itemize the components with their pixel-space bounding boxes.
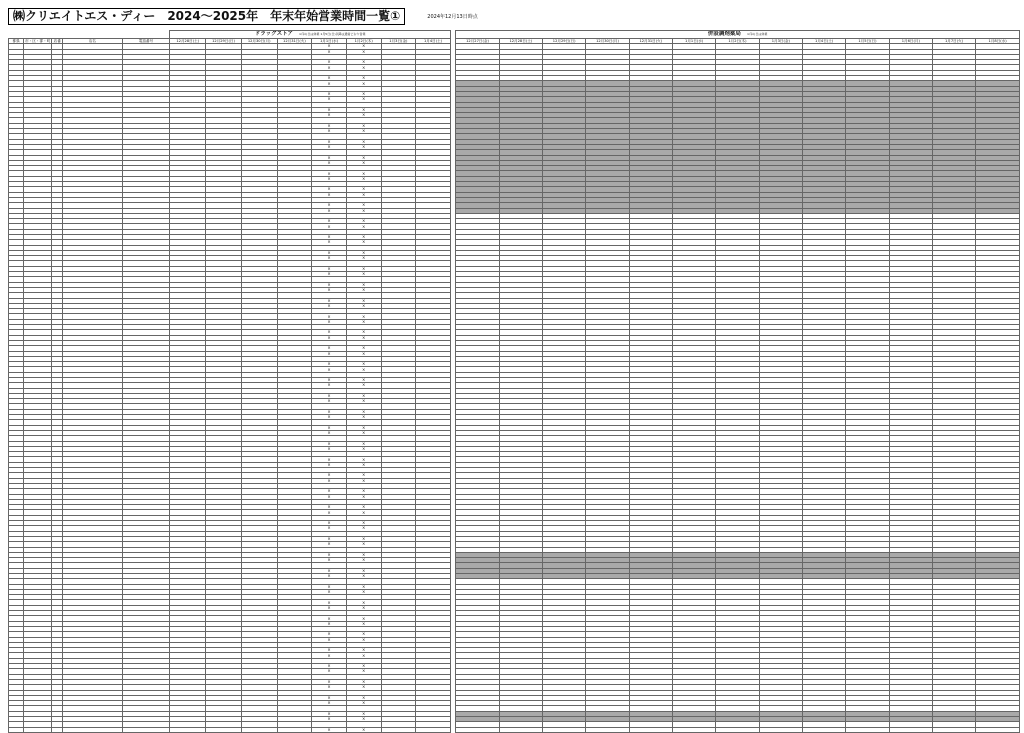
table-cell: × bbox=[312, 462, 347, 467]
table-cell: × bbox=[312, 383, 347, 388]
table-cell: × bbox=[346, 669, 381, 674]
table-cell: × bbox=[312, 441, 347, 446]
table-cell: × bbox=[346, 76, 381, 81]
table-cell: × bbox=[346, 648, 381, 653]
table-cell bbox=[499, 727, 542, 732]
table-cell: × bbox=[312, 632, 347, 637]
table-cell: × bbox=[312, 303, 347, 308]
table-cell: × bbox=[346, 91, 381, 96]
table-cell: × bbox=[312, 478, 347, 483]
table-cell: × bbox=[312, 176, 347, 181]
table-cell: × bbox=[312, 621, 347, 626]
table-cell: × bbox=[312, 272, 347, 277]
table-cell: × bbox=[346, 192, 381, 197]
table-cell: × bbox=[346, 113, 381, 118]
table-cell: × bbox=[346, 521, 381, 526]
pharm-date-header: 1月7日(火) bbox=[932, 39, 975, 44]
table-cell: × bbox=[312, 409, 347, 414]
as-of-date: 2024年12月13日時点 bbox=[427, 13, 478, 20]
table-cell: × bbox=[346, 457, 381, 462]
table-cell bbox=[63, 727, 123, 732]
pharm-date-header: 12月29日(日) bbox=[542, 39, 585, 44]
table-cell: × bbox=[346, 489, 381, 494]
table-cell: × bbox=[346, 430, 381, 435]
pharm-date-header: 1月8日(水) bbox=[976, 39, 1020, 44]
table-cell: × bbox=[346, 605, 381, 610]
table-cell: × bbox=[312, 49, 347, 54]
table-cell: × bbox=[346, 589, 381, 594]
table-cell: × bbox=[312, 446, 347, 451]
table-cell bbox=[206, 727, 242, 732]
table-cell: × bbox=[346, 701, 381, 706]
table-cell: × bbox=[312, 568, 347, 573]
table-cell: × bbox=[346, 558, 381, 563]
table-cell: × bbox=[312, 378, 347, 383]
col-store-name: 店名 bbox=[63, 39, 123, 44]
table-cell: × bbox=[346, 711, 381, 716]
col-phone: 電話番号 bbox=[122, 39, 170, 44]
table-cell: × bbox=[312, 129, 347, 134]
table-cell: × bbox=[346, 208, 381, 213]
table-cell: × bbox=[346, 621, 381, 626]
table-cell: × bbox=[346, 250, 381, 255]
table-cell: × bbox=[346, 171, 381, 176]
table-cell: × bbox=[312, 335, 347, 340]
table-cell: × bbox=[312, 91, 347, 96]
table-cell bbox=[846, 727, 889, 732]
table-cell: × bbox=[312, 415, 347, 420]
table-cell: × bbox=[346, 727, 381, 732]
table-cell: × bbox=[312, 489, 347, 494]
table-cell bbox=[586, 727, 629, 732]
table-cell: × bbox=[346, 473, 381, 478]
col-city: 市・区・郡・町 bbox=[25, 39, 51, 44]
table-cell: × bbox=[346, 97, 381, 102]
table-row bbox=[9, 727, 1020, 732]
table-cell: × bbox=[346, 632, 381, 637]
table-cell: × bbox=[346, 446, 381, 451]
table-cell: × bbox=[346, 219, 381, 224]
table-cell: × bbox=[346, 383, 381, 388]
table-cell: × bbox=[346, 176, 381, 181]
table-cell: × bbox=[312, 65, 347, 70]
table-cell: × bbox=[312, 695, 347, 700]
table-cell: × bbox=[346, 526, 381, 531]
table-cell: × bbox=[346, 314, 381, 319]
table-cell: × bbox=[346, 415, 381, 420]
table-cell: × bbox=[346, 256, 381, 261]
table-cell: × bbox=[312, 510, 347, 515]
table-cell: × bbox=[312, 330, 347, 335]
table-cell: × bbox=[312, 521, 347, 526]
table-cell: × bbox=[312, 457, 347, 462]
table-cell bbox=[759, 727, 802, 732]
table-cell: × bbox=[346, 203, 381, 208]
table-cell: × bbox=[312, 679, 347, 684]
drug-date-header: 12月29日(日) bbox=[206, 39, 242, 44]
table-cell: × bbox=[312, 711, 347, 716]
table-cell: × bbox=[312, 701, 347, 706]
pharm-date-header: 1月3日(金) bbox=[759, 39, 802, 44]
table-cell: × bbox=[346, 494, 381, 499]
table-cell bbox=[889, 727, 932, 732]
table-cell: × bbox=[346, 399, 381, 404]
table-cell: × bbox=[346, 362, 381, 367]
table-cell: × bbox=[312, 76, 347, 81]
table-cell: × bbox=[346, 81, 381, 86]
drugstore-section-header: ドラッグストア ×印の日は休業 1月5日(日)以降は通常どおり営業 bbox=[170, 31, 451, 39]
table-cell: × bbox=[346, 351, 381, 356]
document-header bbox=[8, 8, 478, 24]
table-cell: × bbox=[312, 717, 347, 722]
table-cell: × bbox=[312, 123, 347, 128]
table-cell: × bbox=[346, 695, 381, 700]
table-cell: × bbox=[346, 685, 381, 690]
table-cell: × bbox=[346, 129, 381, 134]
table-cell: × bbox=[346, 552, 381, 557]
table-cell bbox=[716, 727, 759, 732]
table-cell: × bbox=[312, 44, 347, 49]
table-cell: × bbox=[346, 573, 381, 578]
table-cell: × bbox=[346, 303, 381, 308]
table-cell bbox=[170, 727, 206, 732]
table-cell: × bbox=[312, 250, 347, 255]
table-cell: × bbox=[346, 65, 381, 70]
table-cell: × bbox=[312, 542, 347, 547]
table-cell: × bbox=[346, 346, 381, 351]
table-cell bbox=[802, 727, 845, 732]
table-cell: × bbox=[312, 589, 347, 594]
pharm-date-header: 12月31日(火) bbox=[629, 39, 672, 44]
table-cell: × bbox=[346, 160, 381, 165]
table-cell: × bbox=[312, 234, 347, 239]
table-cell: × bbox=[312, 139, 347, 144]
drug-date-header: 12月30日(月) bbox=[241, 39, 277, 44]
drug-date-header: 1月1日(水) bbox=[312, 39, 347, 44]
pharm-date-header: 1月6日(月) bbox=[889, 39, 932, 44]
table-cell bbox=[456, 727, 499, 732]
table-cell: × bbox=[312, 224, 347, 229]
table-cell: × bbox=[312, 81, 347, 86]
pharm-date-header: 1月5日(日) bbox=[846, 39, 889, 44]
table-cell: × bbox=[312, 192, 347, 197]
table-cell: × bbox=[312, 573, 347, 578]
table-cell: × bbox=[346, 240, 381, 245]
table-cell: × bbox=[312, 653, 347, 658]
table-cell: × bbox=[346, 49, 381, 54]
table-cell: × bbox=[312, 107, 347, 112]
table-cell: × bbox=[346, 287, 381, 292]
table-cell: × bbox=[346, 584, 381, 589]
table-cell: × bbox=[346, 664, 381, 669]
table-cell: × bbox=[346, 234, 381, 239]
table-cell: × bbox=[346, 319, 381, 324]
table-cell bbox=[9, 727, 24, 732]
table-cell: × bbox=[312, 60, 347, 65]
table-cell bbox=[672, 727, 715, 732]
pharm-date-header: 1月2日(木) bbox=[716, 39, 759, 44]
table-cell: × bbox=[312, 287, 347, 292]
table-cell: × bbox=[312, 648, 347, 653]
table-cell: × bbox=[346, 653, 381, 658]
table-cell: × bbox=[312, 187, 347, 192]
table-cell: × bbox=[312, 637, 347, 642]
table-cell: × bbox=[312, 362, 347, 367]
table-cell bbox=[976, 727, 1020, 732]
drug-date-header: 1月3日(金) bbox=[381, 39, 416, 44]
pharm-date-header: 12月28日(土) bbox=[499, 39, 542, 44]
table-cell: × bbox=[312, 367, 347, 372]
drug-date-header: 1月4日(土) bbox=[416, 39, 451, 44]
table-cell: × bbox=[312, 605, 347, 610]
table-cell: × bbox=[346, 335, 381, 340]
table-cell: × bbox=[346, 542, 381, 547]
drug-date-header: 12月31日(火) bbox=[277, 39, 312, 44]
table-cell: × bbox=[346, 330, 381, 335]
table-cell: × bbox=[346, 107, 381, 112]
table-cell: × bbox=[346, 272, 381, 277]
table-cell: × bbox=[312, 664, 347, 669]
table-cell: × bbox=[312, 685, 347, 690]
table-cell bbox=[24, 727, 52, 732]
table-cell: × bbox=[346, 536, 381, 541]
table-cell: × bbox=[312, 399, 347, 404]
col-store-no: 店番 bbox=[53, 39, 61, 44]
pharm-date-header: 1月4日(土) bbox=[802, 39, 845, 44]
table-cell: × bbox=[312, 393, 347, 398]
table-cell: × bbox=[312, 526, 347, 531]
table-cell: × bbox=[346, 187, 381, 192]
table-cell: × bbox=[312, 584, 347, 589]
table-cell: × bbox=[346, 378, 381, 383]
table-cell: × bbox=[312, 727, 347, 732]
table-cell: × bbox=[312, 203, 347, 208]
table-cell: × bbox=[312, 494, 347, 499]
table-cell: × bbox=[312, 473, 347, 478]
table-cell bbox=[122, 727, 170, 732]
pharm-date-header: 12月30日(月) bbox=[586, 39, 629, 44]
table-cell: × bbox=[312, 505, 347, 510]
table-cell: × bbox=[312, 282, 347, 287]
drug-date-header: 1月2日(木) bbox=[346, 39, 381, 44]
table-cell: × bbox=[346, 298, 381, 303]
table-cell bbox=[381, 727, 416, 732]
table-cell: × bbox=[346, 60, 381, 65]
table-cell: × bbox=[346, 568, 381, 573]
table-cell: × bbox=[346, 393, 381, 398]
table-cell: × bbox=[346, 616, 381, 621]
table-cell: × bbox=[312, 351, 347, 356]
table-cell: × bbox=[312, 240, 347, 245]
table-cell: × bbox=[346, 478, 381, 483]
table-cell: × bbox=[346, 282, 381, 287]
pharm-date-header: 12月27日(金) bbox=[456, 39, 499, 44]
table-cell: × bbox=[312, 266, 347, 271]
table-cell: × bbox=[312, 219, 347, 224]
hours-table bbox=[8, 30, 1020, 733]
table-cell: × bbox=[346, 367, 381, 372]
table-cell: × bbox=[312, 208, 347, 213]
table-cell: × bbox=[312, 600, 347, 605]
document-title: ㈱クリエイトエス・ディー 2024～2025年 年末年始営業時間一覧① bbox=[8, 8, 405, 25]
table-cell: × bbox=[346, 505, 381, 510]
table-cell: × bbox=[312, 314, 347, 319]
table-cell: × bbox=[312, 160, 347, 165]
table-cell: × bbox=[346, 441, 381, 446]
table-cell: × bbox=[312, 425, 347, 430]
table-cell: × bbox=[346, 600, 381, 605]
table-cell: × bbox=[346, 44, 381, 49]
drug-date-header: 12月28日(土) bbox=[170, 39, 206, 44]
table-cell: × bbox=[312, 430, 347, 435]
table-cell: × bbox=[346, 717, 381, 722]
col-pref: 都県 bbox=[9, 39, 24, 44]
table-cell: × bbox=[312, 669, 347, 674]
table-cell bbox=[542, 727, 585, 732]
table-cell: × bbox=[346, 425, 381, 430]
table-cell: × bbox=[346, 679, 381, 684]
table-cell: × bbox=[312, 319, 347, 324]
section-header-row bbox=[9, 31, 1020, 39]
table-cell: × bbox=[346, 155, 381, 160]
table-cell: × bbox=[312, 536, 347, 541]
table-cell bbox=[241, 727, 277, 732]
table-cell bbox=[629, 727, 672, 732]
table-cell: × bbox=[312, 155, 347, 160]
table-cell bbox=[277, 727, 312, 732]
table-cell: × bbox=[346, 144, 381, 149]
table-cell: × bbox=[312, 113, 347, 118]
table-cell: × bbox=[312, 552, 347, 557]
table-cell: × bbox=[346, 637, 381, 642]
table-cell: × bbox=[346, 409, 381, 414]
table-cell: × bbox=[312, 298, 347, 303]
pharm-date-header: 1月1日(水) bbox=[672, 39, 715, 44]
table-cell: × bbox=[312, 256, 347, 261]
table-cell: × bbox=[312, 171, 347, 176]
table-cell: × bbox=[312, 144, 347, 149]
table-cell: × bbox=[346, 139, 381, 144]
table-cell bbox=[932, 727, 975, 732]
table-cell: × bbox=[346, 224, 381, 229]
hours-table-body bbox=[9, 44, 1020, 733]
table-cell: × bbox=[346, 266, 381, 271]
table-cell: × bbox=[312, 616, 347, 621]
table-cell bbox=[416, 727, 451, 732]
table-cell: × bbox=[312, 558, 347, 563]
table-cell bbox=[52, 727, 63, 732]
table-cell: × bbox=[346, 510, 381, 515]
pharmacy-section-header: 併設調剤薬局 ×印の日は休業 bbox=[456, 31, 1020, 39]
table-cell: × bbox=[346, 123, 381, 128]
table-cell: × bbox=[312, 97, 347, 102]
hours-table-container bbox=[8, 30, 1020, 733]
table-cell: × bbox=[346, 462, 381, 467]
table-cell: × bbox=[312, 346, 347, 351]
